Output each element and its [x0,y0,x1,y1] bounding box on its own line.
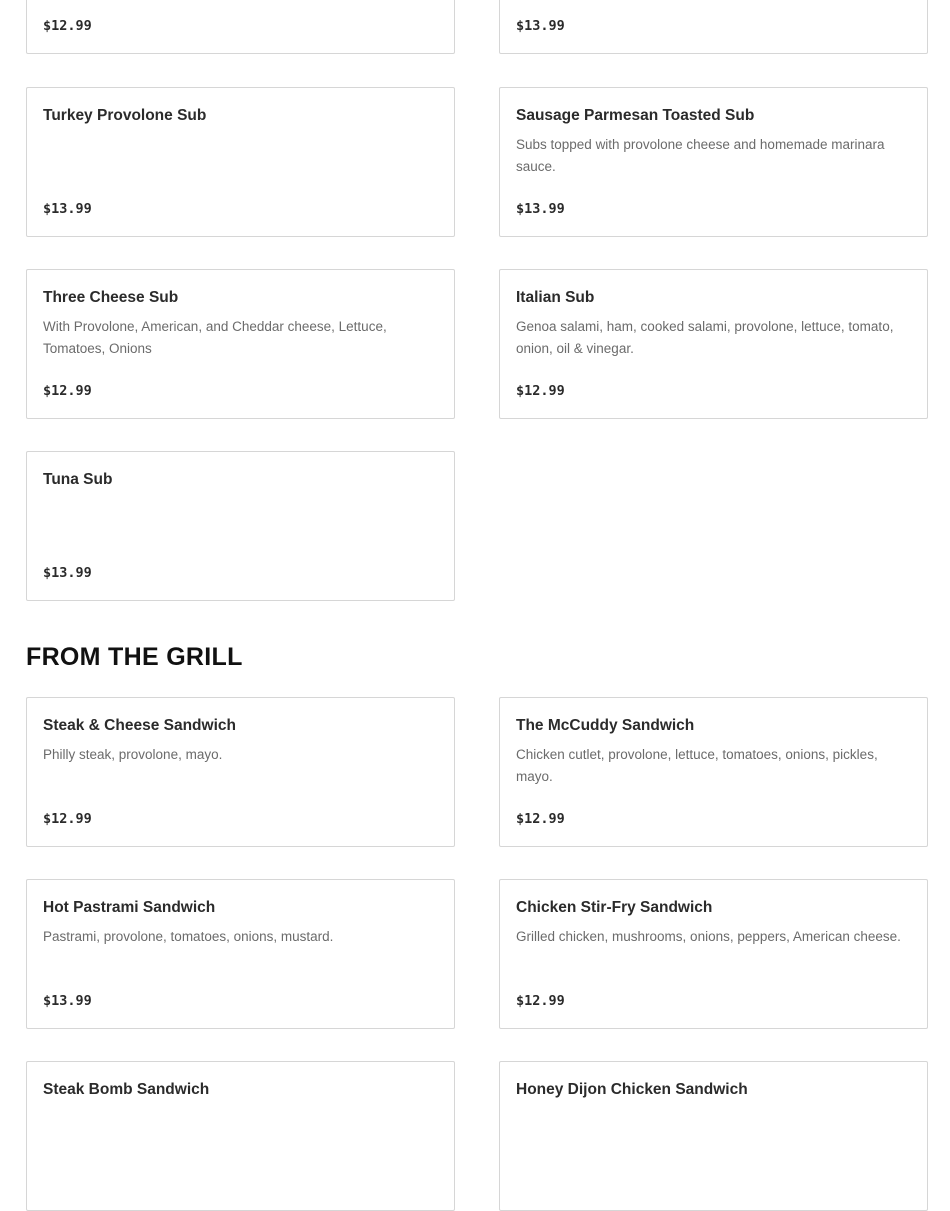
item-price: $13.99 [516,201,565,217]
menu-item-card[interactable] [499,1061,928,1211]
item-price: $12.99 [516,383,565,399]
menu-item-card[interactable] [26,1061,455,1211]
menu-item-card[interactable] [26,87,455,237]
item-name: Italian Sub [516,289,595,306]
item-description: Genoa salami, ham, cooked salami, provolone, lettuce, tomato, onion, oil & vinegar. [516,319,894,356]
menu-item-card[interactable] [26,269,455,419]
item-price: $12.99 [43,811,92,827]
item-price: $13.99 [516,18,565,34]
item-name: Steak & Cheese Sandwich [43,717,236,734]
item-price: $12.99 [516,811,565,827]
menu-item-card[interactable] [26,879,455,1029]
item-price: $13.99 [43,201,92,217]
item-name: The McCuddy Sandwich [516,717,695,734]
item-name: Tuna Sub [43,471,113,488]
item-price: $12.99 [43,18,92,34]
item-name: Chicken Stir-Fry Sandwich [516,899,713,916]
section-title: FROM THE GRILL [26,643,243,671]
menu-item-card[interactable] [499,0,928,54]
menu-item-card[interactable] [26,697,455,847]
item-description: Pastrami, provolone, tomatoes, onions, mustard. [43,929,334,944]
item-description: Grilled chicken, mushrooms, onions, peppers, American cheese. [516,929,901,944]
menu-item-card[interactable] [499,879,928,1029]
menu-item-card[interactable] [499,697,928,847]
item-description: With Provolone, American, and Cheddar cheese, Lettuce, Tomatoes, Onions [43,319,387,356]
item-name: Hot Pastrami Sandwich [43,899,216,916]
menu-item-card[interactable] [26,0,455,54]
item-name: Honey Dijon Chicken Sandwich [516,1081,748,1098]
item-name: Steak Bomb Sandwich [43,1081,210,1098]
item-description: Subs topped with provolone cheese and homemade marinara sauce. [516,137,885,174]
item-description: Chicken cutlet, provolone, lettuce, tomatoes, onions, pickles, mayo. [516,747,878,784]
item-price: $12.99 [516,993,565,1009]
item-name: Turkey Provolone Sub [43,107,207,124]
menu-item-card[interactable] [26,451,455,601]
item-price: $13.99 [43,565,92,581]
menu-item-card[interactable] [499,87,928,237]
item-price: $13.99 [43,993,92,1009]
item-description: Philly steak, provolone, mayo. [43,747,223,762]
menu-item-card[interactable] [499,269,928,419]
item-name: Sausage Parmesan Toasted Sub [516,107,755,124]
item-name: Three Cheese Sub [43,289,179,306]
item-price: $12.99 [43,383,92,399]
